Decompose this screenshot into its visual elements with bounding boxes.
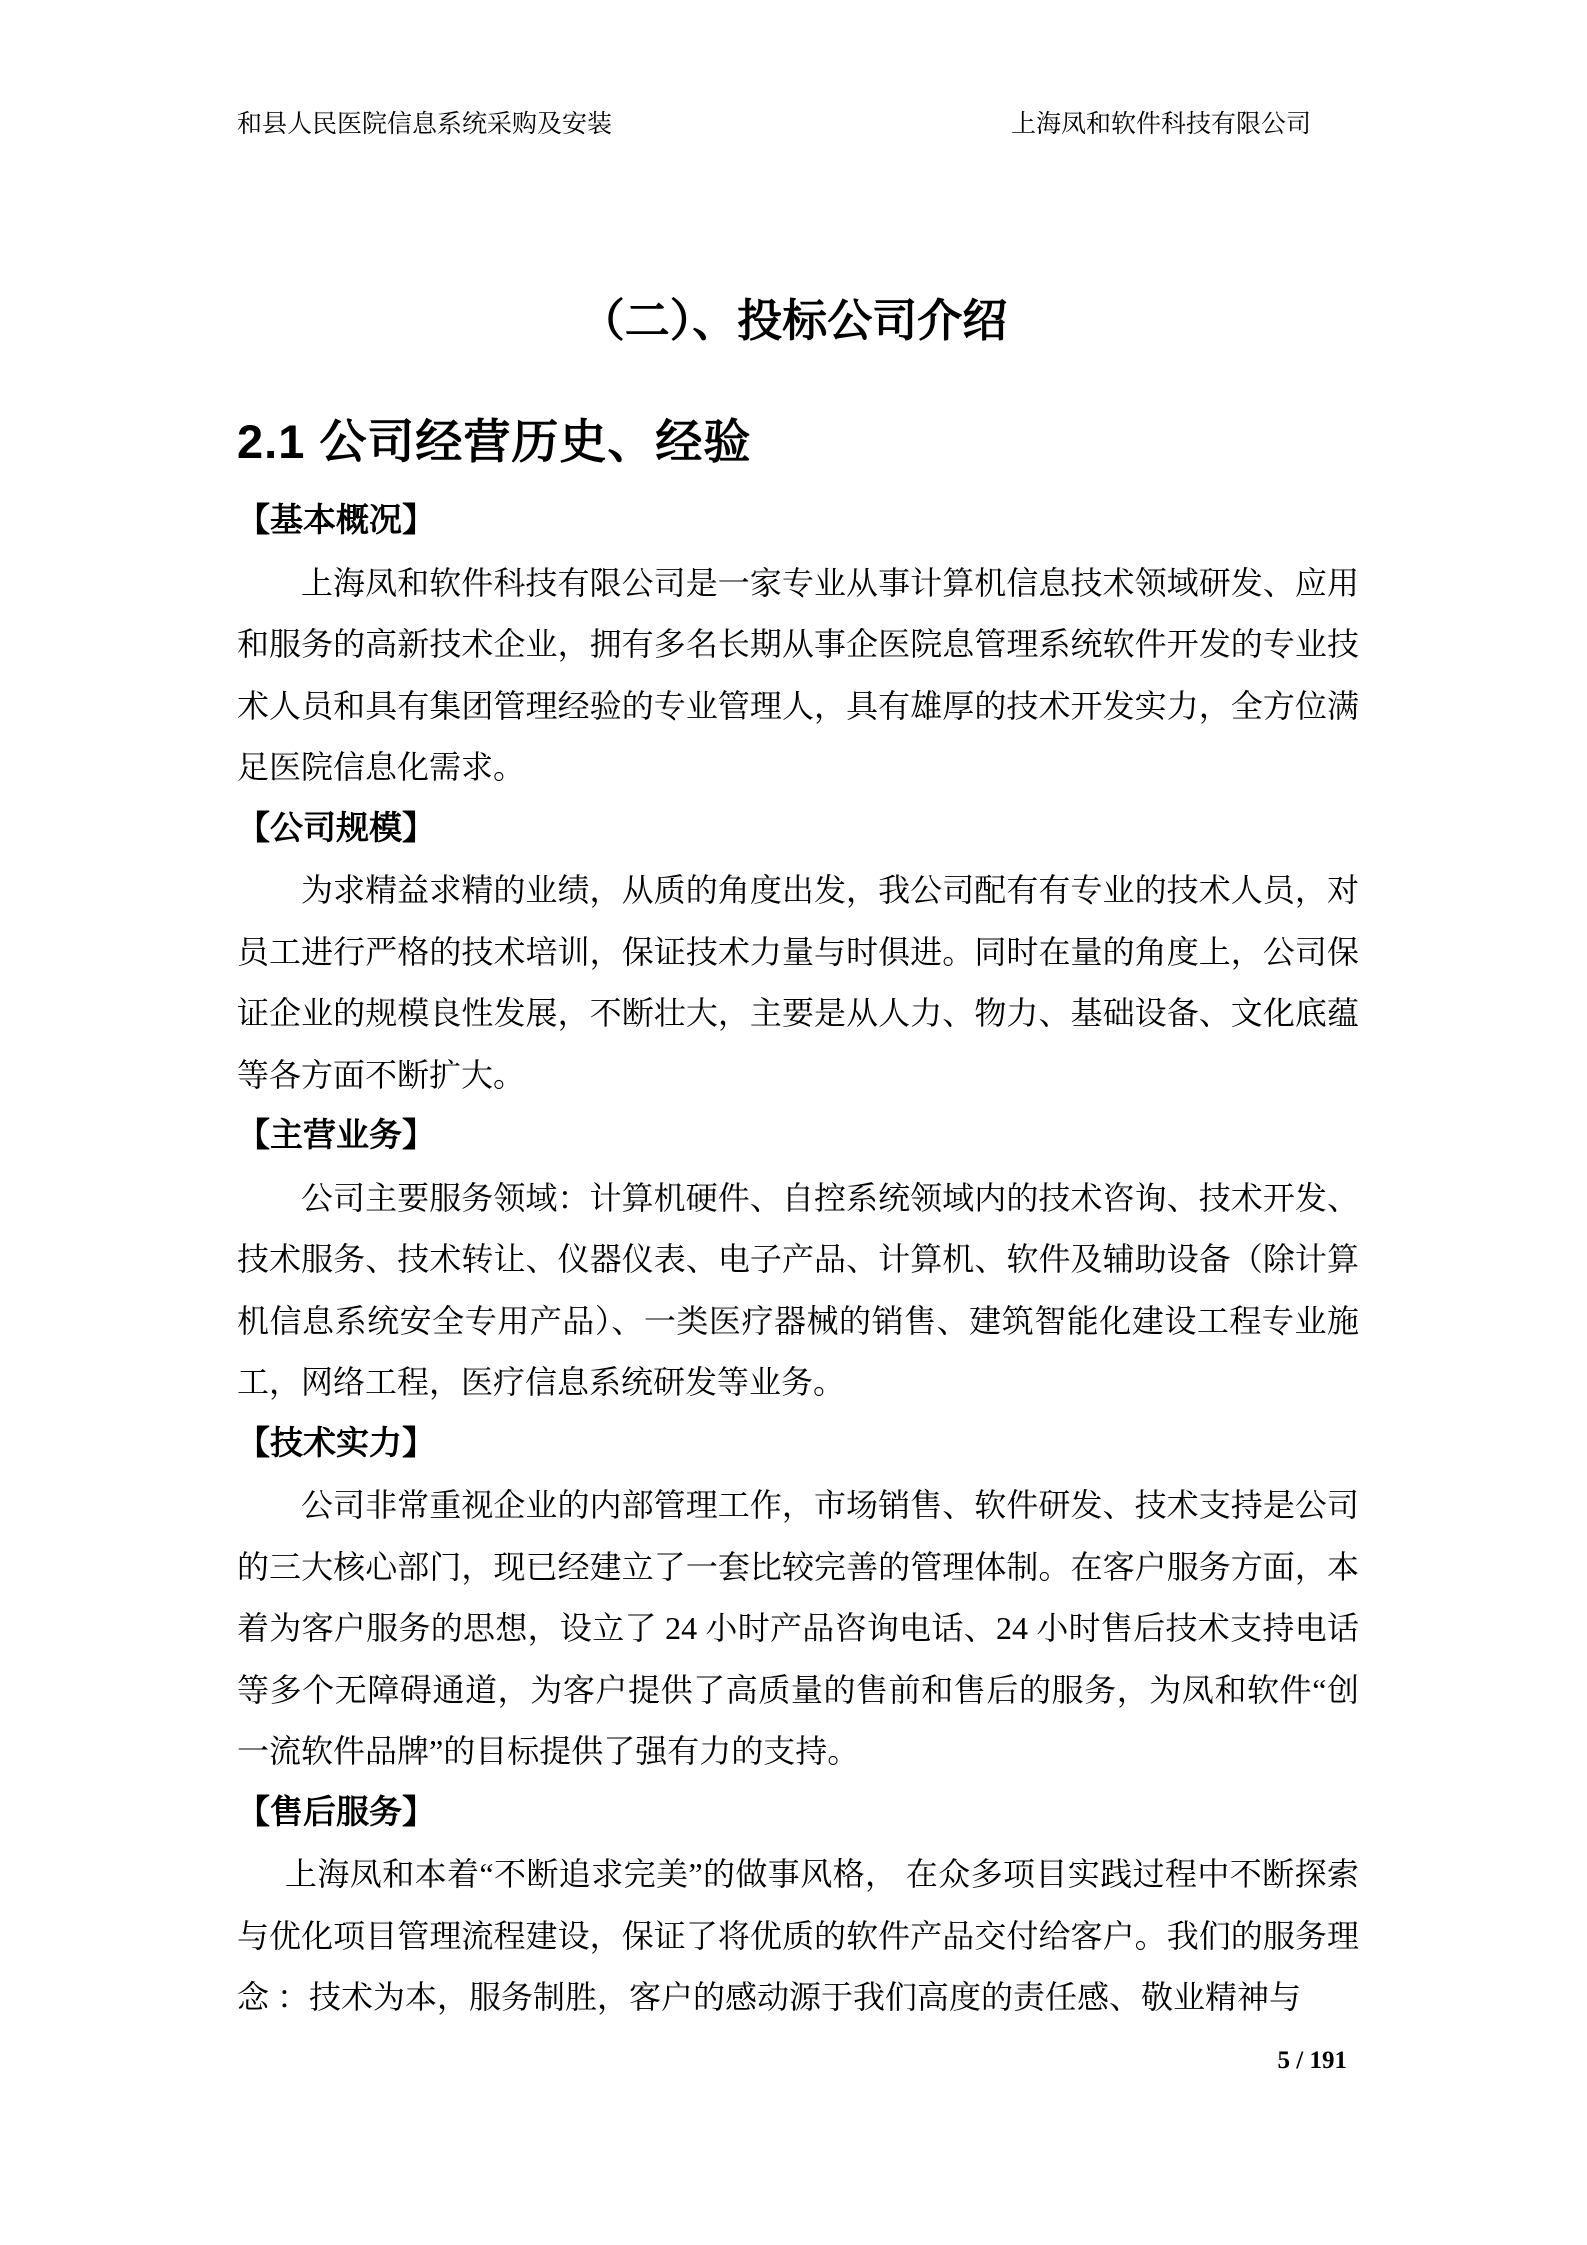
section-heading: 2.1 公司经营历史、经验 <box>237 415 752 468</box>
paragraph-after-sales-service: 上海凤和本着“不断追求完美”的做事风格， 在众多项目实践过程中不断探索与优化项目管理流程建设，保证了将优质的软件产品交付给客户。我们的服务理念 ：技术为本，服务制胜，客户的感动源于我们高度的责任感、敬业精神与 <box>237 1856 1359 2015</box>
page-header <box>237 110 1347 140</box>
header-project-name: 和县人民医院信息系统采购及安装 <box>237 111 613 138</box>
page-number: 5 / 191 <box>1277 2047 1347 2074</box>
header-company-name: 上海凤和软件科技有限公司 <box>1010 111 1311 138</box>
subsection-heading-company-scale: 【公司规模】 <box>237 810 435 847</box>
subsection-heading-technical-strength: 【技术实力】 <box>237 1425 435 1462</box>
document-body <box>237 491 1359 2029</box>
paragraph-basic-overview: 上海凤和软件科技有限公司是一家专业从事计算机信息技术领域研发、应用和服务的高新技术企业，拥有多名长期从事企医院息管理系统软件开发的专业技术人员和具有集团管理经验的专业管理人，具有雄厚的技术开发实力，全方位满足医院信息化需求。 <box>237 564 1359 785</box>
paragraph-company-scale: 为求精益求精的业绩，从质的角度出发，我公司配有有专业的技术人员，对员工进行严格的技术培训，保证技术力量与时俱进。同时在量的角度上，公司保证企业的规模良性发展，不断壮大，主要是从人力、物力、基础设备、文化底蕴等各方面不断扩大。 <box>237 872 1359 1093</box>
paragraph-technical-strength: 公司非常重视企业的内部管理工作，市场销售、软件研发、技术支持是公司的三大核心部门，现已经建立了一套比较完善的管理体制。在客户服务方面，本着为客户服务的思想，设立了 24 小时产品咨询电话、24 小时售后技术支持电话等多个无障碍通道，为客户提供了高质量的售前和售后的服务，为凤和软件“创一流软件品牌”的目标提供了强有力的支持。 <box>237 1487 1359 1769</box>
document-title: （二）、投标公司介绍 <box>579 295 1008 346</box>
subsection-heading-basic-overview: 【基本概况】 <box>237 503 435 539</box>
subsection-heading-after-sales-service: 【售后服务】 <box>237 1794 435 1831</box>
paragraph-main-business: 公司主要服务领域：计算机硬件、自控系统领域内的技术咨询、技术开发、技术服务、技术转让、仪器仪表、电子产品、计算机、软件及辅助设备（除计算机信息系统安全专用产品）、一类医疗器械的销售、建筑智能化建设工程专业施工，网络工程，医疗信息系统研发等业务。 <box>237 1179 1359 1400</box>
subsection-heading-main-business: 【主营业务】 <box>237 1118 435 1154</box>
